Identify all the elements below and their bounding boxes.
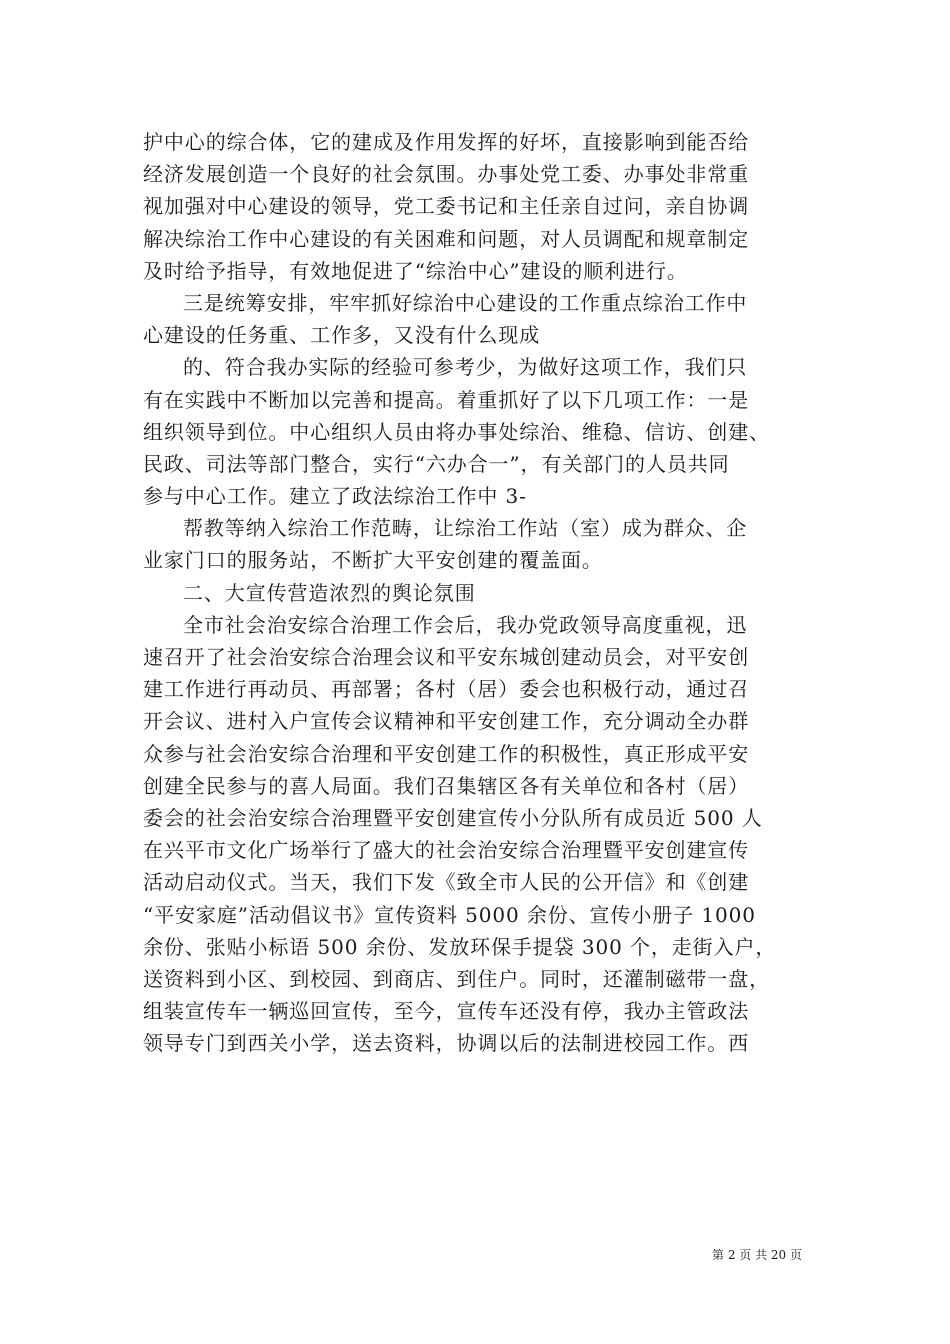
text-line: 组织领导到位。中心组织人员由将办事处综治、维稳、信访、创建、 bbox=[143, 419, 770, 444]
text-line: 三是统筹安排，牢牢抓好综治中心建设的工作重点综治工作中 bbox=[183, 290, 748, 315]
text-line: 全市社会治安综合治理工作会后，我办党政领导高度重视，迅 bbox=[183, 612, 748, 637]
text-line: 经济发展创造一个良好的社会氛围。办事处党工委、办事处非常重 bbox=[143, 162, 750, 187]
text-line: 创建全民参与的喜人局面。我们召集辖区各有关单位和各村（居） bbox=[143, 773, 750, 798]
text-line: 解决综治工作中心建设的有关困难和问题，对人员调配和规章制定 bbox=[143, 226, 750, 251]
text-line: 参与中心工作。建立了政法综治工作中 3- bbox=[143, 484, 527, 509]
text-line: 送资料到小区、到校园、到商店、到住户。同时，还灌制磁带一盘， bbox=[143, 966, 770, 991]
page-footer bbox=[0, 1246, 950, 1264]
text-line: 开会议、进村入户宣传会议精神和平安创建工作，充分调动全办群 bbox=[143, 709, 750, 734]
text-line: 余份、张贴小标语 500 余份、发放环保手提袋 300 个，走街入户， bbox=[143, 934, 777, 959]
text-line: 委会的社会治安综合治理暨平安创建宣传小分队所有成员近 500 人 bbox=[143, 805, 763, 830]
text-line: 建工作进行再动员、再部署；各村（居）委会也积极行动，通过召 bbox=[143, 677, 750, 702]
text-line: 护中心的综合体，它的建成及作用发挥的好坏，直接影响到能否给 bbox=[143, 130, 750, 154]
text-line: 领导专门到西关小学，送去资料，协调以后的法制进校园工作。西 bbox=[143, 1031, 750, 1056]
text-line: 速召开了社会治安综合治理会议和平安东城创建动员会，对平安创 bbox=[143, 645, 750, 669]
text-line: 及时给予指导，有效地促进了“综治中心”建设的顺利进行。 bbox=[143, 258, 688, 283]
text-line: 民政、司法等部门整合，实行“六办合一”，有关部门的人员共同 bbox=[143, 451, 730, 476]
text-line: 活动启动仪式。当天，我们下发《致全市人民的公开信》和《创建 bbox=[143, 870, 750, 895]
text-line: 业家门口的服务站，不断扩大平安创建的覆盖面。 bbox=[143, 548, 603, 573]
text-line: 视加强对中心建设的领导，党工委书记和主任亲自过问，亲自协调 bbox=[143, 194, 750, 219]
text-line: 的、符合我办实际的经验可参考少，为做好这项工作，我们只 bbox=[183, 355, 748, 380]
text-line: “平安家庭”活动倡议书》宣传资料 5000 余份、宣传小册子 1000 bbox=[143, 902, 756, 927]
text-line: 心建设的任务重、工作多，又没有什么现成 bbox=[143, 323, 541, 348]
page-number: 第 2 页 共 20 页 bbox=[712, 1248, 802, 1262]
text-line: 二、大宣传营造浓烈的舆论氛围 bbox=[183, 580, 476, 605]
text-line: 在兴平市文化广场举行了盛大的社会治安综合治理暨平安创建宣传 bbox=[143, 838, 750, 863]
text-line: 众参与社会治安综合治理和平安创建工作的积极性，真正形成平安 bbox=[143, 741, 750, 766]
text-line: 帮教等纳入综治工作范畴，让综治工作站（室）成为群众、企 bbox=[183, 516, 748, 541]
text-line: 组装宣传车一辆巡回宣传，至今，宣传车还没有停，我办主管政法 bbox=[143, 999, 750, 1024]
body-text bbox=[143, 126, 823, 1059]
text-line: 有在实践中不断加以完善和提高。着重抓好了以下几项工作：一是 bbox=[143, 387, 750, 412]
